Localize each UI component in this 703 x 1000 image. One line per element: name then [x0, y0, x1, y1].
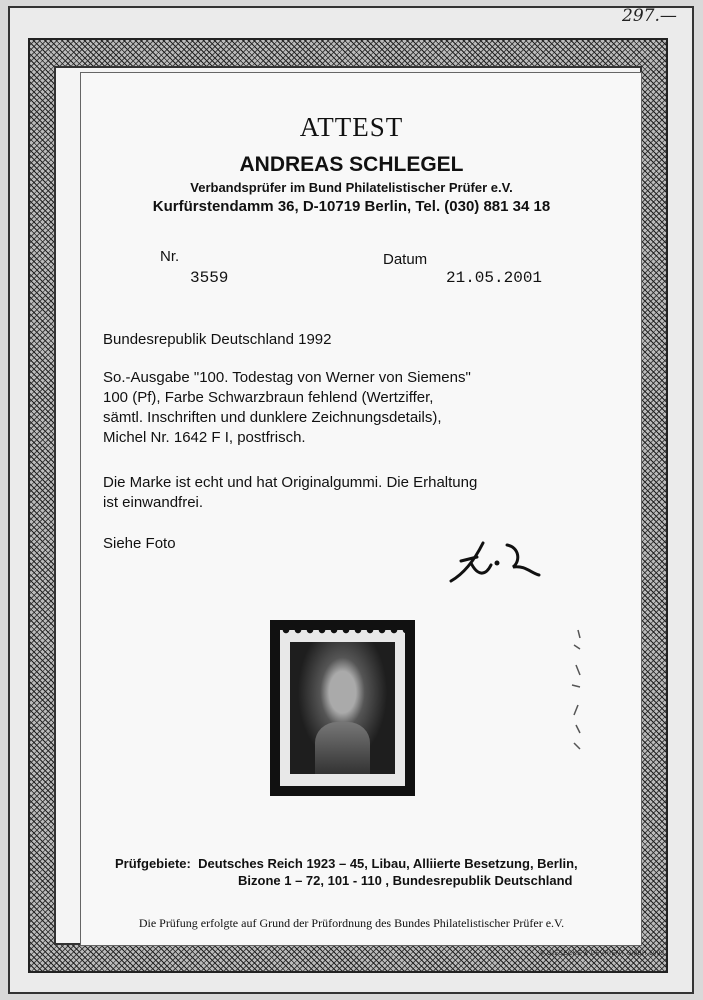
stamp-portrait: [290, 642, 395, 774]
description-line: Michel Nr. 1642 F I, postfrisch.: [103, 429, 306, 446]
country-line: Bundesrepublik Deutschland 1992: [103, 331, 332, 348]
description-line: sämtl. Inschriften und dunklere Zeichnungsdetails),: [103, 409, 442, 426]
certificate-date: 21.05.2001: [446, 269, 543, 287]
condition-line: Die Marke ist echt und hat Originalgummi. Die Erhaltung: [103, 474, 478, 491]
examiner-address: Kurfürstendamm 36, D-10719 Berlin, Tel. (030) 881 34 18: [152, 198, 551, 215]
handwritten-note: 297.—: [622, 6, 677, 26]
certificate-number: 3559: [190, 269, 229, 287]
condition-line: ist einwandfrei.: [103, 494, 204, 511]
scope-line1: Deutsches Reich 1923 – 45, Libau, Alliierte Besetzung, Berlin,: [198, 856, 578, 871]
number-label: Nr.: [160, 248, 180, 265]
certificate-title: ATTEST: [299, 112, 404, 142]
description-line: 100 (Pf), Farbe Schwarzbraun fehlend (Wertziffer,: [103, 389, 434, 406]
stamp-photo: [270, 620, 415, 796]
description-line: So.-Ausgabe "100. Todestag von Werner von Siemens": [103, 369, 471, 386]
scope-label-text: Prüfgebiete:: [115, 856, 191, 871]
footer-text: Die Prüfung erfolgte auf Grund der Prüfordnung des Bundes Philatelistischer Prüfer e.V.: [138, 916, 565, 930]
scope-label: [115, 856, 578, 871]
margin-marks: [560, 625, 590, 755]
see-photo: Siehe Foto: [103, 535, 176, 552]
printer-mark: © GIESECKE & DEVRIENT GMBH 1992: [540, 951, 665, 957]
stamp-perforated-paper: [280, 630, 405, 786]
examiner-role: Verbandsprüfer im Bund Philatelistischer Prüfer e.V.: [190, 180, 513, 195]
scope-line2: Bizone 1 – 72, 101 - 110 , Bundesrepublik Deutschland: [238, 873, 573, 888]
examiner-name: ANDREAS SCHLEGEL: [239, 153, 464, 176]
signature-icon: [447, 535, 547, 585]
date-label: Datum: [383, 251, 428, 268]
